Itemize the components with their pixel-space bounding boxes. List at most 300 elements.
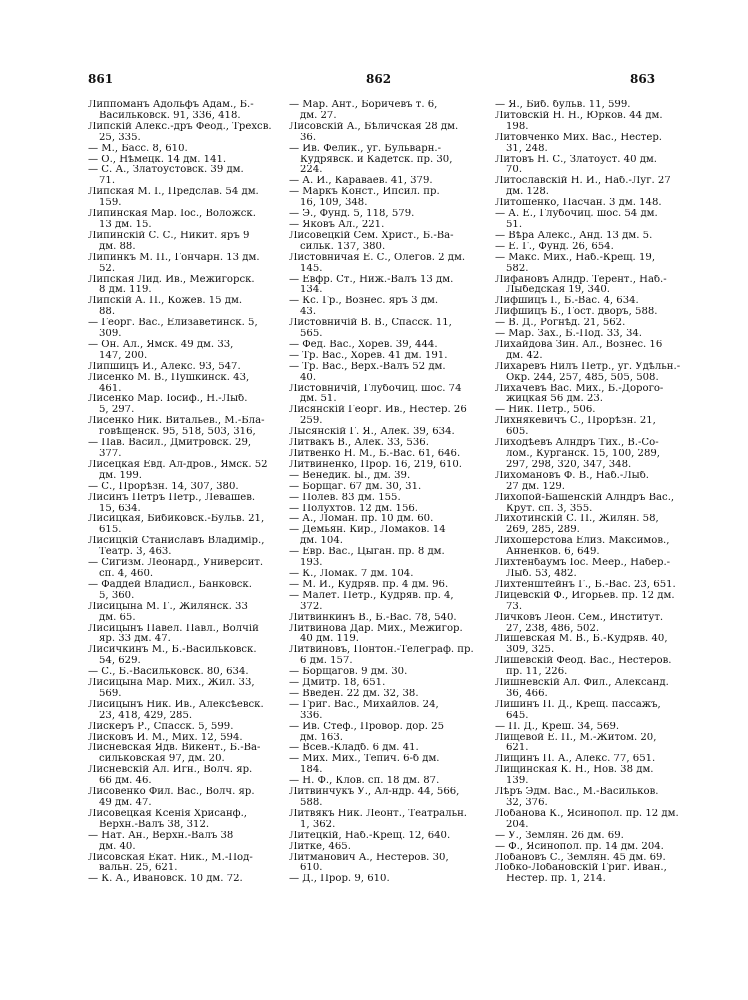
directory-entry bbox=[88, 667, 320, 678]
entry-line: Литовскій Н. Н., Юрков. 44 дм. bbox=[495, 110, 663, 121]
entry-line: — С., Прорѣзн. 14, 307, 380. bbox=[88, 481, 239, 492]
directory-entry bbox=[88, 558, 320, 580]
entry-line: — Я., Биб. бульв. 11, 599. bbox=[495, 100, 631, 110]
entry-line: Лихомановъ Ф. В., Наб.-Лыб. bbox=[495, 470, 650, 481]
directory-entry bbox=[88, 874, 320, 885]
entry-line: Лисовенко Фил. Вас., Волч. яр. bbox=[88, 787, 255, 798]
entry-line: — Он. Ал., Ямск. 49 дм. 33, bbox=[88, 339, 234, 350]
entry-line: Лищевой Е. П., М.-Житом. 20, bbox=[495, 732, 657, 743]
entry-line: Лисицкій Станиславъ Владимір., bbox=[88, 536, 265, 547]
entry-line: 8 дм. 119. bbox=[99, 285, 152, 296]
entry-line: 31, 248. bbox=[506, 143, 548, 154]
directory-entry bbox=[495, 787, 727, 809]
entry-line: — Мар. Зах., Б.-Под. 33, 34. bbox=[495, 329, 643, 340]
entry-line: 27 дм. 129. bbox=[506, 481, 566, 492]
entry-line: Лисицына Мар. Мих., Жил. 33, bbox=[88, 678, 255, 689]
directory-entry bbox=[88, 645, 320, 667]
directory-entry bbox=[495, 111, 727, 133]
directory-entry bbox=[495, 231, 727, 242]
directory-entry bbox=[495, 678, 727, 700]
directory-entry bbox=[495, 362, 727, 384]
directory-entry bbox=[495, 198, 727, 209]
entry-line: сильк. 137, 380. bbox=[300, 241, 386, 252]
directory-entry bbox=[289, 689, 521, 700]
directory-entry bbox=[289, 743, 521, 754]
entry-line: Крут. сп. 3, 355. bbox=[506, 503, 593, 514]
entry-line: — Борщагов. 9 дм. 30. bbox=[289, 667, 408, 678]
entry-line: Лисянскій Георг. Ив., Нестер. 26 bbox=[289, 405, 467, 416]
directory-entry bbox=[289, 427, 521, 438]
entry-line: — К. А., Ивановск. 10 дм. 72. bbox=[88, 874, 243, 885]
directory-entry bbox=[289, 438, 521, 449]
entry-line: Лицевскій Ф., Игорьев. пр. 12 дм. bbox=[495, 590, 675, 601]
entry-line: Анненков. 6, 649. bbox=[506, 547, 600, 558]
directory-entry bbox=[495, 765, 727, 787]
entry-line: 32, 376. bbox=[506, 798, 548, 808]
entry-line: — Пав. Васил., Дмитровск. 29, bbox=[88, 438, 252, 449]
directory-entry bbox=[289, 754, 521, 776]
directory-entry bbox=[88, 831, 320, 853]
entry-line: 40 дм. 119. bbox=[300, 634, 360, 645]
entry-line: 184. bbox=[300, 765, 323, 776]
entry-line: Лисовецкая Ксенія Хрисанф., bbox=[88, 808, 247, 819]
entry-line: дм. 40. bbox=[99, 841, 136, 852]
entry-line: Кудрявск. и Кадетск. пр. 30, bbox=[300, 154, 453, 165]
directory-entry bbox=[495, 493, 727, 515]
directory-entry bbox=[88, 602, 320, 624]
directory-entry bbox=[289, 122, 521, 144]
directory-entry bbox=[289, 853, 521, 875]
entry-line: Верхн.-Валъ 38, 312. bbox=[99, 819, 210, 830]
directory-entry bbox=[88, 743, 320, 765]
entry-line: 13 дм. 15. bbox=[99, 219, 152, 230]
entry-line: — Маркъ Конст., Ипсил. пр. bbox=[289, 187, 440, 198]
entry-line: 5, 297. bbox=[99, 405, 135, 416]
entry-line: Литославскій Н. И., Наб.-Луг. 27 bbox=[495, 176, 671, 187]
directory-entry bbox=[495, 722, 727, 733]
entry-line: Лищинская К. Н., Нов. 38 дм. bbox=[495, 765, 654, 776]
entry-line: 336. bbox=[300, 710, 323, 721]
entry-line: 25, 335. bbox=[99, 132, 141, 143]
entry-line: Лобановъ С., Землян. 45 дм. 69. bbox=[495, 852, 666, 863]
entry-line: Лисичкинъ М., Б.-Васильковск. bbox=[88, 645, 257, 656]
entry-line: Лысянскій Г. Я., Алек. 39, 634. bbox=[289, 427, 455, 438]
directory-entry bbox=[289, 362, 521, 384]
entry-line: 605. bbox=[506, 427, 529, 438]
entry-line: Литовченко Мих. Вас., Нестер. bbox=[495, 132, 663, 143]
entry-line: Лиходѣевъ Алндръ Тих., В.-Со- bbox=[495, 438, 659, 449]
entry-line: дм. 42. bbox=[506, 350, 543, 361]
entry-line: 36. bbox=[300, 132, 317, 143]
directory-entry bbox=[88, 624, 320, 646]
entry-line: — Ф., Ясинопол. пр. 14 дм. 204. bbox=[495, 841, 664, 852]
directory-entry bbox=[495, 100, 727, 111]
directory-entry bbox=[495, 275, 727, 297]
entry-line: — Демьян. Кир., Ломаков. 14 bbox=[289, 525, 446, 536]
entry-line: — Фед. Вас., Хорев. 39, 444. bbox=[289, 339, 438, 350]
entry-line: Лисковъ И. М., Мих. 12, 594. bbox=[88, 732, 243, 743]
directory-entry bbox=[495, 416, 727, 438]
directory-entry bbox=[88, 482, 320, 493]
entry-line: Личковъ Леон. Сем., Институт. bbox=[495, 612, 664, 623]
entry-line: 73. bbox=[506, 601, 523, 612]
entry-line: Литвиненко, Прор. 16, 219, 610. bbox=[289, 459, 463, 470]
directory-entry bbox=[495, 580, 727, 591]
directory-entry bbox=[289, 187, 521, 209]
entry-line: Лисицынъ Павел. Павл., Волчій bbox=[88, 623, 259, 634]
entry-line: Липинскій С. С., Никит. яръ 9 bbox=[88, 230, 250, 241]
entry-line: 588. bbox=[300, 798, 323, 808]
entry-line: Лишевская М. В., Б.-Кудряв. 40, bbox=[495, 634, 668, 645]
entry-line: Литошенко, Пасчан. 3 дм. 148. bbox=[495, 198, 662, 209]
entry-line: Литвякъ Ник. Леонт., Театральн. bbox=[289, 808, 468, 819]
directory-entry bbox=[88, 209, 320, 231]
entry-line: 71. bbox=[99, 176, 116, 187]
entry-line: 565. bbox=[300, 329, 323, 340]
directory-entry bbox=[495, 155, 727, 177]
entry-line: 610. bbox=[300, 863, 323, 874]
entry-line: 224. bbox=[300, 165, 323, 176]
directory-entry bbox=[495, 405, 727, 416]
entry-line: 372. bbox=[300, 601, 323, 612]
entry-line: лом., Курганск. 15, 100, 289, bbox=[506, 449, 661, 459]
directory-entry bbox=[289, 514, 521, 525]
directory-entry bbox=[289, 722, 521, 744]
directory-entry bbox=[289, 482, 521, 493]
entry-line: — Всев.-Кладб. 6 дм. 41. bbox=[289, 743, 419, 754]
directory-entry bbox=[88, 722, 320, 733]
directory-entry bbox=[289, 667, 521, 678]
entry-line: — О., Нѣмецк. 14 дм. 141. bbox=[88, 154, 227, 165]
directory-entry bbox=[289, 449, 521, 460]
entry-line: пр. 11, 226. bbox=[506, 667, 568, 678]
directory-entry bbox=[495, 656, 727, 678]
entry-line: Лисневская Ядв. Викент., Б.-Ва- bbox=[88, 743, 261, 754]
entry-line: Театр. 3, 463. bbox=[99, 547, 172, 558]
directory-entry bbox=[495, 384, 727, 406]
entry-line: сильковская 97, дм. 20. bbox=[99, 754, 225, 765]
entry-line: — Кс. Гр., Вознес. яръ 3 дм. bbox=[289, 296, 439, 307]
entry-line: — Ив. Стеф., Провор. дор. 25 bbox=[289, 721, 445, 732]
entry-line: Окр. 244, 257, 485, 505, 508. bbox=[506, 372, 659, 383]
directory-entry bbox=[289, 678, 521, 689]
entry-line: — У., Землян. 26 дм. 69. bbox=[495, 830, 624, 841]
directory-entry bbox=[289, 176, 521, 187]
directory-entry bbox=[289, 209, 521, 220]
entry-line: Нестер. пр. 1, 214. bbox=[506, 874, 606, 885]
entry-line: — П. Д., Креш. 34, 569. bbox=[495, 721, 620, 732]
entry-line: 269, 285, 289. bbox=[506, 525, 580, 536]
entry-line: — Макс. Мих., Наб.-Крещ. 19, bbox=[495, 252, 656, 263]
entry-line: дм. 199. bbox=[99, 470, 142, 481]
entry-line: Лѣръ Эдм. Вас., М.-Васильков. bbox=[495, 787, 659, 798]
directory-entry bbox=[495, 471, 727, 493]
directory-entry bbox=[289, 504, 521, 515]
directory-entry bbox=[289, 384, 521, 406]
entry-line: 297, 298, 320, 347, 348. bbox=[506, 459, 632, 470]
directory-entry bbox=[495, 307, 727, 318]
page-number-right: 863 bbox=[630, 72, 656, 86]
directory-entry bbox=[289, 547, 521, 569]
directory-entry bbox=[495, 831, 727, 842]
directory-entry bbox=[289, 253, 521, 275]
entry-line: Лифановъ Алндр. Терент., Наб.- bbox=[495, 274, 667, 285]
directory-entry bbox=[495, 863, 727, 885]
entry-line: Васильковск. 91, 336, 418. bbox=[99, 110, 241, 121]
entry-line: — Яковъ Ал., 221. bbox=[289, 219, 385, 230]
entry-line: Лишевскій Феод. Вас., Нестеров. bbox=[495, 656, 672, 667]
entry-line: Липинкъ М. П., Гончарн. 13 дм. bbox=[88, 252, 260, 263]
directory-entry bbox=[88, 416, 320, 438]
entry-line: дм. 88. bbox=[99, 241, 136, 252]
entry-line: Лихтенштейнъ Г., Б.-Вас. 23, 651. bbox=[495, 579, 676, 590]
entry-line: Листовничій В. В., Спасск. 11, bbox=[289, 318, 452, 329]
entry-line: 259. bbox=[300, 416, 323, 427]
entry-line: 569. bbox=[99, 688, 122, 699]
directory-entry bbox=[88, 231, 320, 253]
entry-line: 51. bbox=[506, 219, 523, 230]
entry-line: Лисицына М. Г., Жилянск. 33 bbox=[88, 601, 248, 612]
entry-line: — Мар. Ант., Боричевъ т. 6, bbox=[289, 100, 438, 110]
directory-entry bbox=[88, 580, 320, 602]
entry-line: Литовъ Н. С., Златоуст. 40 дм. bbox=[495, 154, 657, 165]
entry-line: Липпоманъ Адольфъ Адам., Б.- bbox=[88, 100, 254, 110]
directory-entry bbox=[495, 591, 727, 613]
entry-line: — А. И., Караваев. 41, 379. bbox=[289, 176, 433, 187]
directory-entry bbox=[88, 765, 320, 787]
entry-line: 645. bbox=[506, 710, 529, 721]
directory-entry bbox=[88, 394, 320, 416]
entry-line: 5, 360. bbox=[99, 590, 135, 601]
entry-line: 54, 629. bbox=[99, 656, 141, 667]
entry-line: Лисенко М. В., Пушкинск. 43, bbox=[88, 372, 250, 383]
entry-line: 621. bbox=[506, 743, 529, 754]
entry-line: Липская М. I., Предслав. 54 дм. bbox=[88, 187, 259, 198]
directory-entry bbox=[289, 580, 521, 591]
entry-line: — Тр. Вас., Хорев. 41 дм. 191. bbox=[289, 350, 448, 361]
entry-line: Лискеръ Р., Спасск. 5, 599. bbox=[88, 721, 234, 732]
directory-entry bbox=[495, 514, 727, 536]
entry-line: Листовничій, Глубочиц. шос. 74 bbox=[289, 383, 462, 394]
directory-entry bbox=[88, 187, 320, 209]
directory-entry bbox=[289, 700, 521, 722]
entry-line: — Георг. Вас., Елизаветинск. 5, bbox=[88, 318, 258, 329]
directory-entry bbox=[495, 209, 727, 231]
entry-line: 147, 200. bbox=[99, 350, 148, 361]
directory-entry bbox=[495, 133, 727, 155]
entry-line: 134. bbox=[300, 285, 323, 296]
entry-line: — Григ. Вас., Михайлов. 24, bbox=[289, 699, 439, 710]
directory-entry bbox=[88, 253, 320, 275]
entry-line: — Евр. Вас., Цыган. пр. 8 дм. bbox=[289, 547, 445, 558]
entry-line: — Дмитр. 18, 651. bbox=[289, 678, 386, 689]
entry-line: Лобко-Лобановскій Григ. Иван., bbox=[495, 863, 667, 874]
entry-line: — Тр. Вас., Верх.-Валъ 52 дм. bbox=[289, 361, 446, 372]
entry-line: Лифшицъ І., Б.-Вас. 4, 634. bbox=[495, 296, 639, 307]
entry-line: 159. bbox=[99, 198, 122, 209]
entry-line: 145. bbox=[300, 263, 323, 274]
directory-entry bbox=[289, 100, 521, 122]
directory-entry bbox=[289, 624, 521, 646]
directory-entry bbox=[88, 438, 320, 460]
column-middle bbox=[289, 100, 521, 885]
entry-line: — Н. Ф., Клов. сп. 18 дм. 87. bbox=[289, 776, 440, 787]
directory-entry bbox=[289, 569, 521, 580]
entry-line: 1, 362. bbox=[300, 819, 336, 830]
directory-entry bbox=[495, 733, 727, 755]
entry-line: Литманович А., Нестеров. 30, bbox=[289, 852, 449, 863]
directory-entry bbox=[88, 678, 320, 700]
entry-line: Лисневскій Ал. Игн., Волч. яр. bbox=[88, 765, 253, 776]
entry-line: 461. bbox=[99, 383, 122, 394]
directory-entry bbox=[88, 460, 320, 482]
directory-entry bbox=[88, 165, 320, 187]
entry-line: говѣщенск. 95, 518, 503, 316, bbox=[99, 427, 256, 438]
entry-line: 309, 325. bbox=[506, 645, 555, 656]
entry-line: 204. bbox=[506, 819, 529, 830]
entry-line: Лисицкая, Бибиковск.-Бульв. 21, bbox=[88, 514, 265, 525]
entry-line: — М., Басс. 8, 610. bbox=[88, 143, 188, 154]
entry-line: — Ив. Фелик., уг. Бульварн.- bbox=[289, 143, 442, 154]
entry-line: 49 дм. 47. bbox=[99, 798, 152, 808]
entry-line: Лихтенбаумъ Іос. Меер., Набер.- bbox=[495, 558, 671, 569]
entry-line: яр. 33 дм. 47. bbox=[99, 634, 171, 645]
entry-line: Литвинкинъ В., Б.-Вас. 78, 540. bbox=[289, 612, 457, 623]
directory-entry bbox=[88, 100, 320, 122]
entry-line: — Фаддей Владисл., Банковск. bbox=[88, 579, 252, 590]
entry-line: 66 дм. 46. bbox=[99, 776, 152, 787]
directory-entry bbox=[289, 591, 521, 613]
directory-entry bbox=[495, 438, 727, 471]
directory-entry bbox=[289, 340, 521, 351]
directory-entry bbox=[495, 558, 727, 580]
entry-line: Лихопой-Башенскій Алндръ Вас., bbox=[495, 492, 675, 503]
directory-entry bbox=[495, 318, 727, 329]
directory-entry bbox=[88, 700, 320, 722]
directory-entry bbox=[88, 318, 320, 340]
directory-entry bbox=[88, 373, 320, 395]
entry-line: Лихаревъ Нилъ Петр., уг. Удѣльн.- bbox=[495, 361, 681, 372]
entry-line: 615. bbox=[99, 525, 122, 536]
entry-line: Лихошерстова Елиз. Максимов., bbox=[495, 536, 670, 547]
entry-line: — Евфр. Ст., Ниж.-Валъ 13 дм. bbox=[289, 274, 454, 285]
entry-line: 70. bbox=[506, 165, 523, 176]
entry-line: 27, 238, 486, 502. bbox=[506, 623, 600, 634]
entry-line: Лихнякевичъ С., Прорѣзн. 21, bbox=[495, 416, 656, 427]
directory-entry bbox=[88, 122, 320, 144]
entry-line: — Введен. 22 дм. 32, 38. bbox=[289, 688, 419, 699]
entry-line: — Ник. Петр., 506. bbox=[495, 405, 596, 416]
page-number-center: 862 bbox=[366, 72, 392, 86]
entry-line: Литке, 465. bbox=[289, 841, 351, 852]
directory-entry bbox=[495, 634, 727, 656]
directory-entry bbox=[495, 242, 727, 253]
directory-entry bbox=[289, 776, 521, 787]
entry-line: — Венедик. Ы., дм. 39. bbox=[289, 470, 411, 481]
column-left bbox=[88, 100, 320, 885]
directory-entry bbox=[289, 831, 521, 842]
directory-entry bbox=[88, 144, 320, 155]
directory-entry bbox=[289, 405, 521, 427]
entry-line: Лобанова К., Ясинопол. пр. 12 дм. bbox=[495, 808, 679, 819]
entry-line: — Э., Фунд. 5, 118, 579. bbox=[289, 209, 415, 220]
directory-entry bbox=[88, 362, 320, 373]
entry-line: Липинская Мар. Іос., Воложск. bbox=[88, 209, 256, 220]
entry-line: вальн. 25, 621. bbox=[99, 863, 178, 874]
directory-entry bbox=[495, 176, 727, 198]
entry-line: Литвинчукъ У., Ал-ндр. 44, 566, bbox=[289, 787, 460, 798]
entry-line: — С. А., Златоустовск. 39 дм. bbox=[88, 165, 244, 176]
directory-entry bbox=[495, 329, 727, 340]
directory-entry bbox=[289, 231, 521, 253]
entry-line: сп. 4, 460. bbox=[99, 568, 154, 579]
directory-entry bbox=[88, 340, 320, 362]
directory-entry bbox=[88, 787, 320, 809]
directory-entry bbox=[495, 809, 727, 831]
entry-line: 52. bbox=[99, 263, 116, 274]
directory-entry bbox=[495, 842, 727, 853]
entry-line: — Сигизм. Леонард., Университ. bbox=[88, 558, 264, 569]
entry-line: Лисовская Екат. Ник., М.-Под- bbox=[88, 852, 253, 863]
entry-line: 15, 634. bbox=[99, 503, 141, 514]
entry-line: Лисовскій А., Бѣличская 28 дм. bbox=[289, 121, 459, 132]
directory-entry bbox=[289, 613, 521, 624]
entry-line: — Полев. 83 дм. 155. bbox=[289, 492, 401, 503]
entry-line: — Борщаг. 67 дм. 30, 31. bbox=[289, 481, 422, 492]
entry-line: 43. bbox=[300, 307, 317, 318]
entry-line: Лищинъ П. А., Алекс. 77, 651. bbox=[495, 754, 656, 765]
directory-entry bbox=[289, 787, 521, 809]
directory-entry bbox=[289, 471, 521, 482]
entry-line: дм. 51. bbox=[300, 394, 337, 405]
directory-entry bbox=[289, 351, 521, 362]
directory-entry bbox=[495, 853, 727, 864]
entry-line: Лисенко Мар. Іосиф., Н.-Лыб. bbox=[88, 394, 248, 405]
page-number-left: 861 bbox=[88, 72, 114, 86]
entry-line: дм. 128. bbox=[506, 187, 549, 198]
entry-line: Лыбедская 19, 340. bbox=[506, 285, 611, 296]
entry-line: Лисецкая Евд. Ал-дров., Ямск. 52 bbox=[88, 459, 268, 470]
entry-line: Липшицъ И., Алекс. 93, 547. bbox=[88, 361, 241, 372]
entry-line: — А. Е., Глубочиц. шос. 54 дм. bbox=[495, 209, 658, 220]
entry-line: Литвенко Н. М., Б.-Вас. 61, 646. bbox=[289, 449, 461, 459]
directory-entry bbox=[289, 842, 521, 853]
directory-entry bbox=[495, 296, 727, 307]
directory-entry bbox=[289, 220, 521, 231]
entry-line: Лихайдова Зин. Ал., Вознес. 16 bbox=[495, 339, 663, 350]
directory-entry bbox=[88, 733, 320, 744]
entry-line: 23, 418, 429, 285. bbox=[99, 710, 193, 721]
entry-line: 377. bbox=[99, 449, 122, 459]
directory-entry bbox=[88, 493, 320, 515]
entry-line: Лишневскій Ал. Фил., Александ. bbox=[495, 678, 669, 689]
entry-line: Листовничая Е. С., Олегов. 2 дм. bbox=[289, 252, 466, 263]
directory-entry bbox=[495, 754, 727, 765]
entry-line: Липскій А. П., Кожев. 15 дм. bbox=[88, 296, 243, 307]
entry-line: Лисовецкій Сем. Христ., Б.-Ва- bbox=[289, 230, 454, 241]
page-header bbox=[0, 72, 748, 88]
entry-line: 16, 109, 348. bbox=[300, 198, 368, 209]
entry-line: Лисицынъ Ник. Ив., Алексѣевск. bbox=[88, 699, 264, 710]
entry-line: 139. bbox=[506, 776, 529, 787]
directory-entry bbox=[88, 853, 320, 875]
directory-entry bbox=[495, 700, 727, 722]
directory-entry bbox=[88, 155, 320, 166]
directory-entry bbox=[289, 809, 521, 831]
directory-entry bbox=[289, 144, 521, 177]
directory-entry bbox=[88, 296, 320, 318]
entry-line: — С., Б.-Васильковск. 80, 634. bbox=[88, 667, 249, 678]
